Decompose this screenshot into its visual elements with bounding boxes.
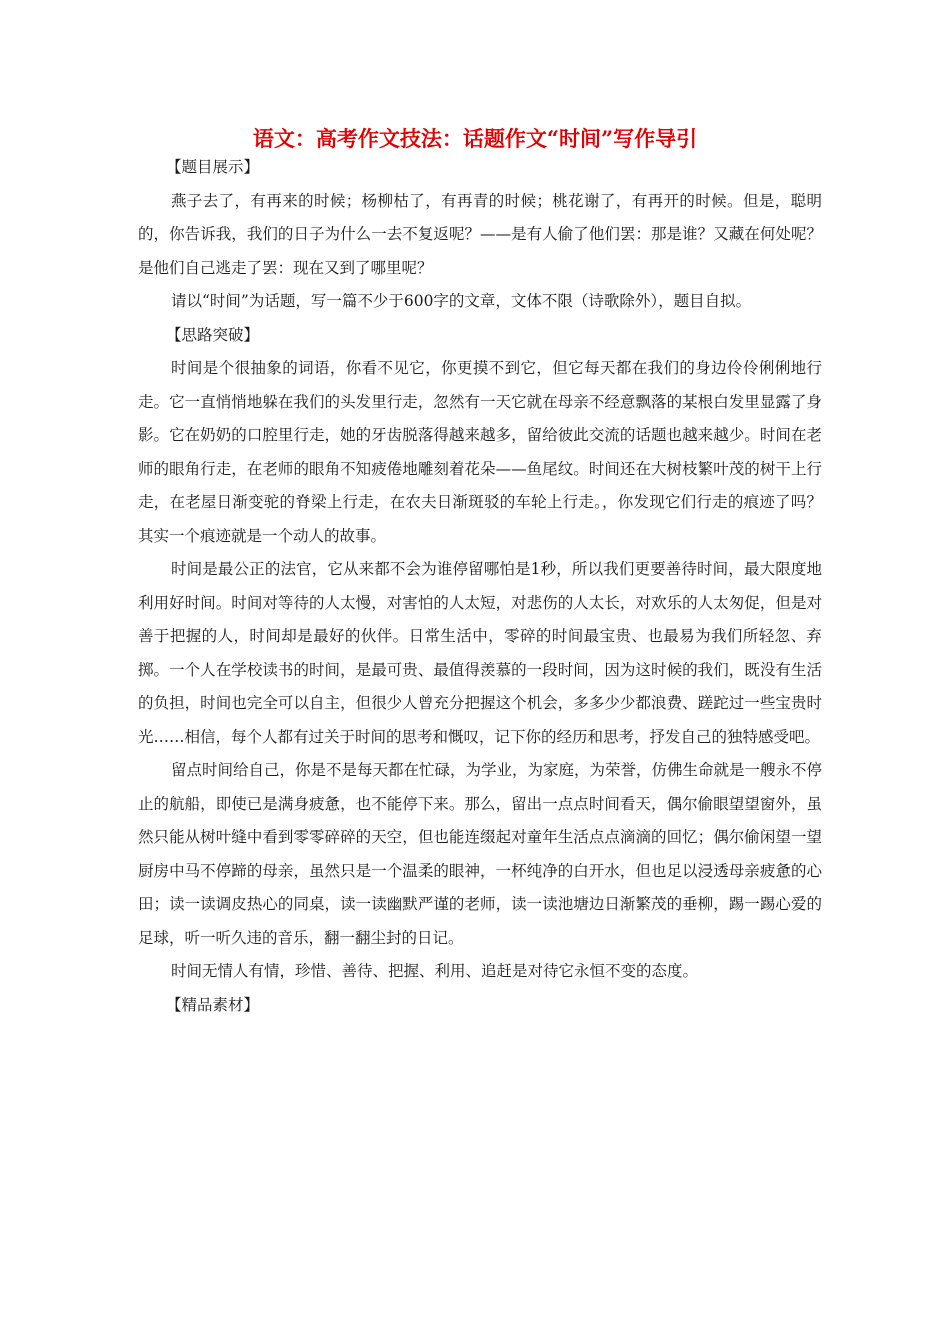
section-heading-materials: 【精品素材】: [166, 995, 260, 1014]
document-title: 语文：高考作文技法：话题作文“时间”写作导引: [252, 126, 698, 151]
paragraph: 时间是最公正的法官，它从来都不会为谁停留哪怕是1秒，所以我们更要善待时间，最大限度地利用好时间。时间对等待的人太慢，对害怕的人太短，对悲伤的人太长，对欢乐的人太匆促，但是对善于把握的人，时间却是最好的伙伴。日常生活中，零碎的时间最宝贵、也最易为我们所轻忽、弃掷。一个人在学校读书的时间，是最可贵、最值得羡慕的一段时间，因为这时候的我们，既没有生活的负担，时间也完全可以自主，但很少人曾充分把握这个机会，多多少少都浪费、蹉跎过一些宝贵时光……相信，每个人都有过关于时间的思考和慨叹，记下你的经历和思考，抒发自己的独特感受吧。: [138, 560, 822, 746]
section-heading-approach: 【思路突破】: [166, 325, 260, 344]
paragraph: 时间无情人有情，珍惜、善待、把握、利用、追赶是对待它永恒不变的态度。: [171, 962, 699, 980]
paragraph: 请以“时间”为话题，写一篇不少于600字的文章，文体不限（诗歌除外），题目自拟。: [171, 292, 752, 310]
section-heading-prompt: 【题目展示】: [166, 158, 260, 176]
document-body: [138, 151, 822, 1022]
paragraph: 留点时间给自己，你是不是每天都在忙碌，为学业，为家庭，为荣誉，仿佛生命就是一艘永不停止的航船，即使已是满身疲惫，也不能停下来。那么，留出一点点时间看天，偶尔偷眼望望窗外，虽然只能从树叶缝中看到零零碎碎的天空，但也能连缀起对童年生活点点滴滴的回忆；偶尔偷闲望一望厨房中马不停蹄的母亲，虽然只是一个温柔的眼神，一杯纯净的白开水，但也足以浸透母亲疲惫的心田；读一读调皮热心的同桌，读一读幽默严谨的老师，读一读池塘边日渐繁茂的垂柳，踢一踢心爱的足球，听一听久违的音乐，翻一翻尘封的日记。: [138, 761, 823, 947]
paragraph: 时间是个很抽象的词语，你看不见它，你更摸不到它，但它每天都在我们的身边伶伶俐俐地行走。它一直悄悄地躲在我们的头发里行走，忽然有一天它就在母亲不经意飘落的某根白发里显露了身影。它在奶奶的口腔里行走，她的牙齿脱落得越来越多，留给彼此交流的话题也越来越少。时间在老师的眼角行走，在老师的眼角不知疲倦地雕刻着花朵——鱼尾纹。时间还在大树枝繁叶茂的树干上行走，在老屋日渐变驼的脊梁上行走，在农夫日渐斑驳的车轮上行走。，你发现它们行走的痕迹了吗？其实一个痕迹就是一个动人的故事。: [138, 359, 822, 545]
paragraph: 燕子去了，有再来的时候；杨柳枯了，有再青的时候；桃花谢了，有再开的时候。但是，聪明的，你告诉我，我们的日子为什么一去不复返呢？——是有人偷了他们罢：那是谁？又藏在何处呢？是他们自己逃走了罢：现在又到了哪里呢？: [138, 191, 822, 277]
